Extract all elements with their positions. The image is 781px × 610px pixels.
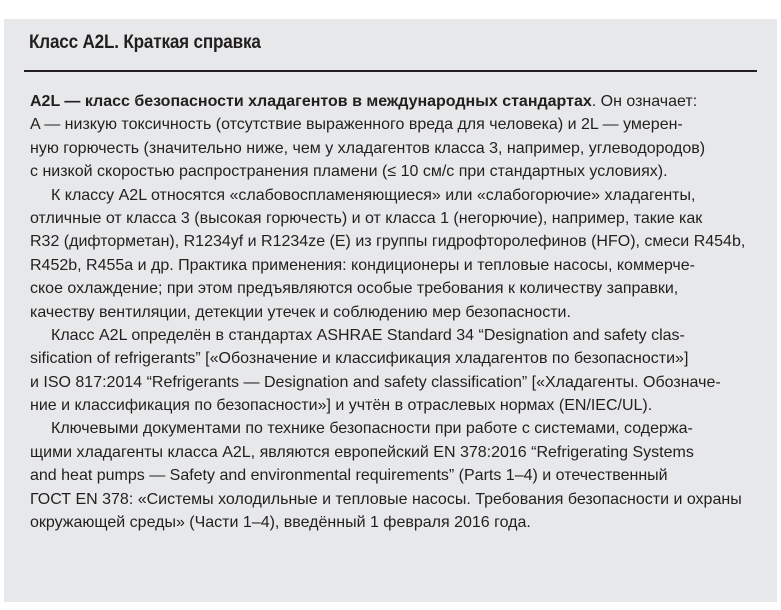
line-text: ную горючесть (значительно ниже, чем у хладагентов класса 3, например, углеводородов): [30, 139, 706, 157]
text-line: [30, 441, 765, 464]
line-text: R32 (дифторметан), R1234yf и R1234ze (E) из группы гидрофторолефинов (HFO), смеси R454b,: [30, 233, 746, 251]
info-sidebar-box: [4, 19, 777, 602]
box-title: Класс A2L. Краткая справка: [29, 32, 261, 53]
line-text: R452b, R455a и др. Практика применения: кондиционеры и тепловые насосы, коммерче-: [30, 256, 695, 274]
text-line: [30, 301, 765, 324]
line-text: окружающей среды» (Части 1–4), введённый 1 февраля 2016 года.: [30, 514, 531, 532]
line-text: отличные от класса 3 (высокая горючесть) и от класса 1 (негорючие), например, такие как: [30, 209, 703, 227]
line-text: ское охлаждение; при этом предъявляются особые требования к количеству заправки,: [30, 280, 679, 298]
text-line: [30, 394, 765, 417]
title-divider: [24, 70, 757, 72]
text-line: [30, 184, 765, 207]
text-line: [30, 464, 765, 487]
lead-term: A2L — класс безопасности хладагентов в международных стандартах: [30, 93, 592, 110]
text-line: [30, 324, 765, 347]
text-line: [30, 137, 765, 160]
line-text: and heat pumps — Safety and environmental requirements” (Parts 1–4) и отечественный: [30, 467, 668, 485]
text-line: [30, 417, 765, 440]
line-text: ние и классификация по безопасности»] и учтён в отраслевых нормах (EN/IEC/UL).: [30, 397, 653, 415]
text-line: [30, 371, 765, 394]
text-line: [30, 254, 765, 277]
line-text: Ключевыми документами по технике безопасности при работе с системами, содержа-: [51, 420, 693, 438]
text-line: [30, 230, 765, 253]
line-text: щими хладагенты класса A2L, являются европейский EN 378:2016 “Refrigerating Systems: [30, 443, 694, 461]
text-line: [30, 113, 765, 136]
text-line: [30, 277, 765, 300]
text-line: [30, 347, 765, 370]
line-text: К классу A2L относятся «слабовоспламеняющиеся» или «слабогорючие» хладагенты,: [51, 186, 696, 204]
line-text: . Он означает:: [591, 93, 698, 110]
line-text: Класс A2L определён в стандартах ASHRAE Standard 34 “Designation and safety clas-: [51, 326, 685, 344]
text-line: [30, 90, 765, 113]
line-text: качеству вентиляции, детекции утечек и соблюдению мер безопасности.: [30, 303, 571, 321]
line-text: A — низкую токсичность (отсутствие выраженного вреда для человека) и 2L — умерен-: [30, 116, 683, 134]
box-body: [30, 90, 765, 534]
text-line: [30, 488, 765, 511]
text-line: [30, 207, 765, 230]
line-text: ГОСТ EN 378: «Системы холодильные и тепловые насосы. Требования безопасности и охраны: [30, 490, 742, 508]
text-line: [30, 160, 765, 183]
line-text: sification of refrigerants” [«Обозначение и классификация хладагентов по безопасности»]: [30, 350, 689, 368]
line-text: и ISO 817:2014 “Refrigerants — Designation and safety classification” [«Хладагенты. Обозначе-: [30, 373, 721, 391]
text-line: [30, 511, 765, 534]
line-text: с низкой скоростью распространения пламени (≤ 10 см/с при стандартных условиях).: [30, 163, 668, 181]
